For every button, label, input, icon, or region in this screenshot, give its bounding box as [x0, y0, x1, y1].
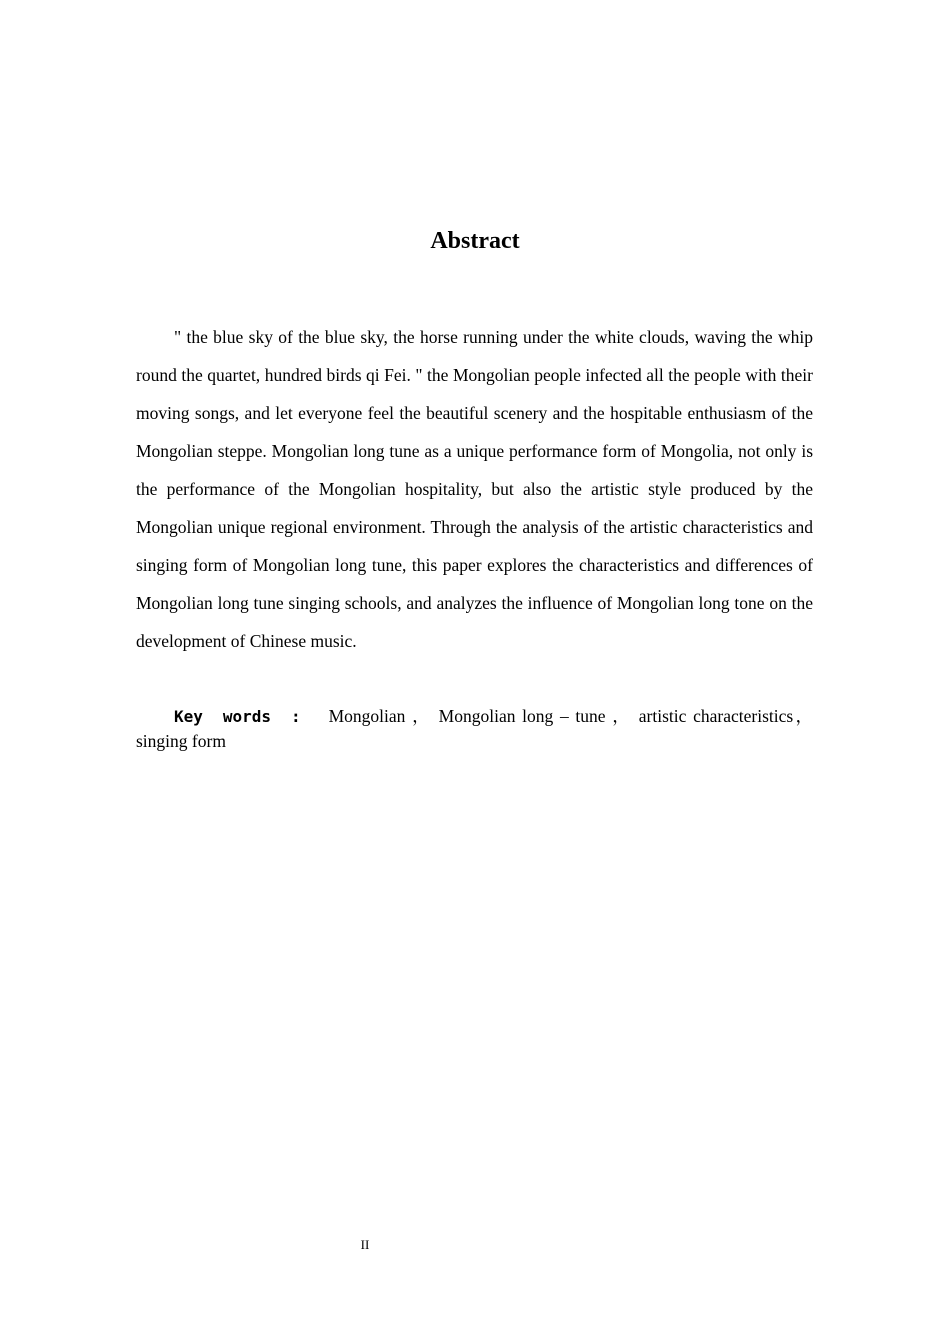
page-title: Abstract [430, 228, 520, 254]
keywords-text: Mongolian ， Mongolian long – tune ， artistic characteristics，singing form [136, 706, 814, 751]
keywords-line [136, 704, 813, 754]
keywords-label: Key words : [174, 707, 301, 726]
page-number: II [360, 1237, 370, 1252]
abstract-paragraph: " the blue sky of the blue sky, the horse running under the white clouds, waving the whip round the quartet, hundred birds qi Fei. " the Mongolian people infected all the people with their moving songs, and let everyone feel the beautiful scenery and the hospitable enthusiasm of the Mongolian steppe. Mongolian long tune as a unique performance form of Mongolia, not only is the performance of the Mongolian hospitality, but also the artistic style produced by the Mongolian unique regional environment. Through the analysis of the artistic characteristics and singing form of Mongolian long tune, this paper explores the characteristics and differences of Mongolian long tune singing schools, and analyzes the influence of Mongolian long tone on the development of Chinese music. [136, 327, 813, 651]
